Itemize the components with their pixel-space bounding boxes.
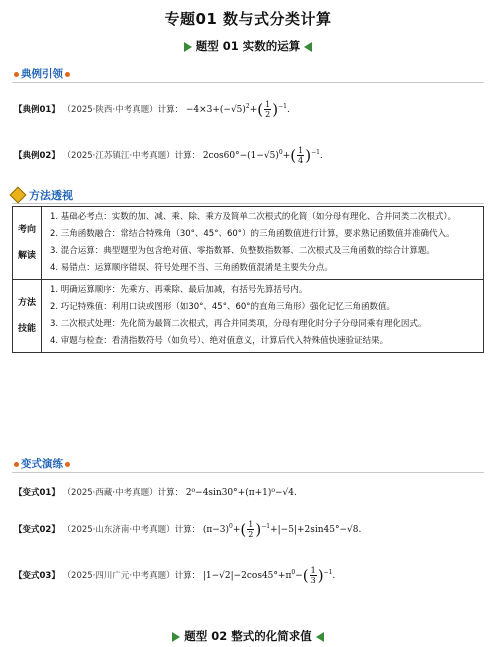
method-label-2: 方法技能 [13, 280, 42, 353]
list-item: 2. 巧记特殊值：利用口诀或图形（如30°、45°、60°的直角三角形）强化记忆三角函数值。 [50, 302, 396, 312]
variant-2-label: 计算： [174, 525, 201, 535]
list-item: 3. 二次根式处理：先化简为最简二次根式，再合并同类项，分母有理化时分子分母同乘有理化因式。 [50, 319, 427, 329]
arrow-left-icon [304, 42, 312, 52]
variant-1-label: 计算： [157, 488, 184, 498]
list-item: 2. 三角函数融合：常结合特殊角（30°、45°、60°）的三角函数值进行计算，要求熟记函数值并准确代入。 [50, 229, 455, 239]
section-examples [12, 66, 484, 83]
arrow-left-icon [316, 632, 324, 642]
section-method [12, 184, 484, 204]
example-2-expr: $2\cos 60^\circ-(1-√5)^0+$( $\frac{1}{4}$ )$^{-1}$. [202, 146, 323, 165]
list-item: 1. 明确运算顺序：先乘方、再乘除、最后加减，有括号先算括号内。 [50, 285, 308, 295]
example-2 [14, 146, 323, 165]
type-heading-1 [0, 38, 496, 54]
method-row-1 [13, 207, 484, 280]
variant-2-expr: $(\pi-3)^0+$( $\frac{1}{2}$ )$^{-1}$+|−5|+2sin45°−√8. [202, 520, 362, 539]
variant-3 [14, 566, 335, 585]
method-label-1: 考向解读 [13, 207, 42, 280]
bullet-icon [14, 462, 19, 467]
bullet-icon [65, 462, 70, 467]
method-table-wrap [12, 206, 484, 353]
method-body-2 [42, 280, 484, 353]
variant-1-tag: 【变式01】 [14, 488, 60, 498]
list-item: 4. 易错点：运算顺序错误、符号处理不当、三角函数值混淆是主要失分点。 [50, 263, 333, 273]
fraction: $\frac{1}{4}$ [298, 146, 304, 165]
example-2-label: 计算： [174, 151, 201, 161]
list-item: 4. 审题与检查：看清指数符号（如负号）、绝对值意义，计算后代入特殊值快速验证结果。 [50, 336, 389, 346]
variant-2 [14, 520, 361, 539]
example-1-source: （2025·陕西·中考真题） [62, 105, 158, 115]
section-examples-label: 典例引领 [21, 68, 63, 80]
section-method-label: 方法透视 [29, 189, 73, 202]
method-row-2 [13, 280, 484, 353]
bullet-icon [65, 72, 70, 77]
fraction: $\frac{1}{2}$ [248, 520, 254, 539]
variant-2-tag: 【变式02】 [14, 525, 60, 535]
type-heading-2-text: 题型 02 整式的化简求值 [184, 629, 312, 643]
method-table [12, 206, 484, 353]
list-item: 3. 混合运算：典型题型为包含绝对值、零指数幂、负整数指数幂、二次根式及三角函数的综合计算题。 [50, 246, 435, 256]
variant-3-source: （2025·四川广元·中考真题） [62, 571, 175, 581]
fraction: $\frac{1}{2}$ [265, 100, 271, 119]
section-variants [12, 456, 484, 473]
variant-1-expr: 2⁰−4sin30°+(π+1)⁰−√4. [185, 488, 297, 498]
type-heading-2 [0, 628, 496, 644]
variant-3-expr: $|1-√2|-2\cos 45^\circ+\pi^0-$( $\frac{1}{3}$ )$^{-1}$. [202, 566, 336, 585]
page-title: 专题01 数与式分类计算 [164, 10, 332, 28]
example-1-tag: 【典例01】 [14, 105, 60, 115]
list-item: 1. 基础必考点：实数的加、减、乘、除、乘方及简单二次根式的化简（如分母有理化、合并同类二次根式）。 [50, 212, 457, 222]
variant-2-source: （2025·山东济南·中考真题） [62, 525, 175, 535]
variant-1-source: （2025·西藏·中考真题） [62, 488, 158, 498]
example-2-source: （2025·江苏镇江·中考真题） [62, 151, 175, 161]
example-1 [14, 100, 290, 119]
variant-3-label: 计算： [174, 571, 201, 581]
method-body-1 [42, 207, 484, 280]
bullet-icon [14, 72, 19, 77]
fraction: $\frac{1}{3}$ [310, 566, 316, 585]
section-variants-label: 变式演练 [21, 458, 63, 470]
arrow-right-icon [184, 42, 192, 52]
arrow-right-icon [172, 632, 180, 642]
type-heading-1-text: 题型 01 实数的运算 [195, 39, 301, 53]
example-2-tag: 【典例02】 [14, 151, 60, 161]
example-1-expr: $-4\times 3+(-√5)^2+$( $\frac{1}{2}$ )$^{-1}$. [185, 100, 290, 119]
variant-3-tag: 【变式03】 [14, 571, 60, 581]
example-1-label: 计算： [157, 105, 184, 115]
diamond-icon [10, 186, 27, 203]
variant-1 [14, 486, 297, 498]
